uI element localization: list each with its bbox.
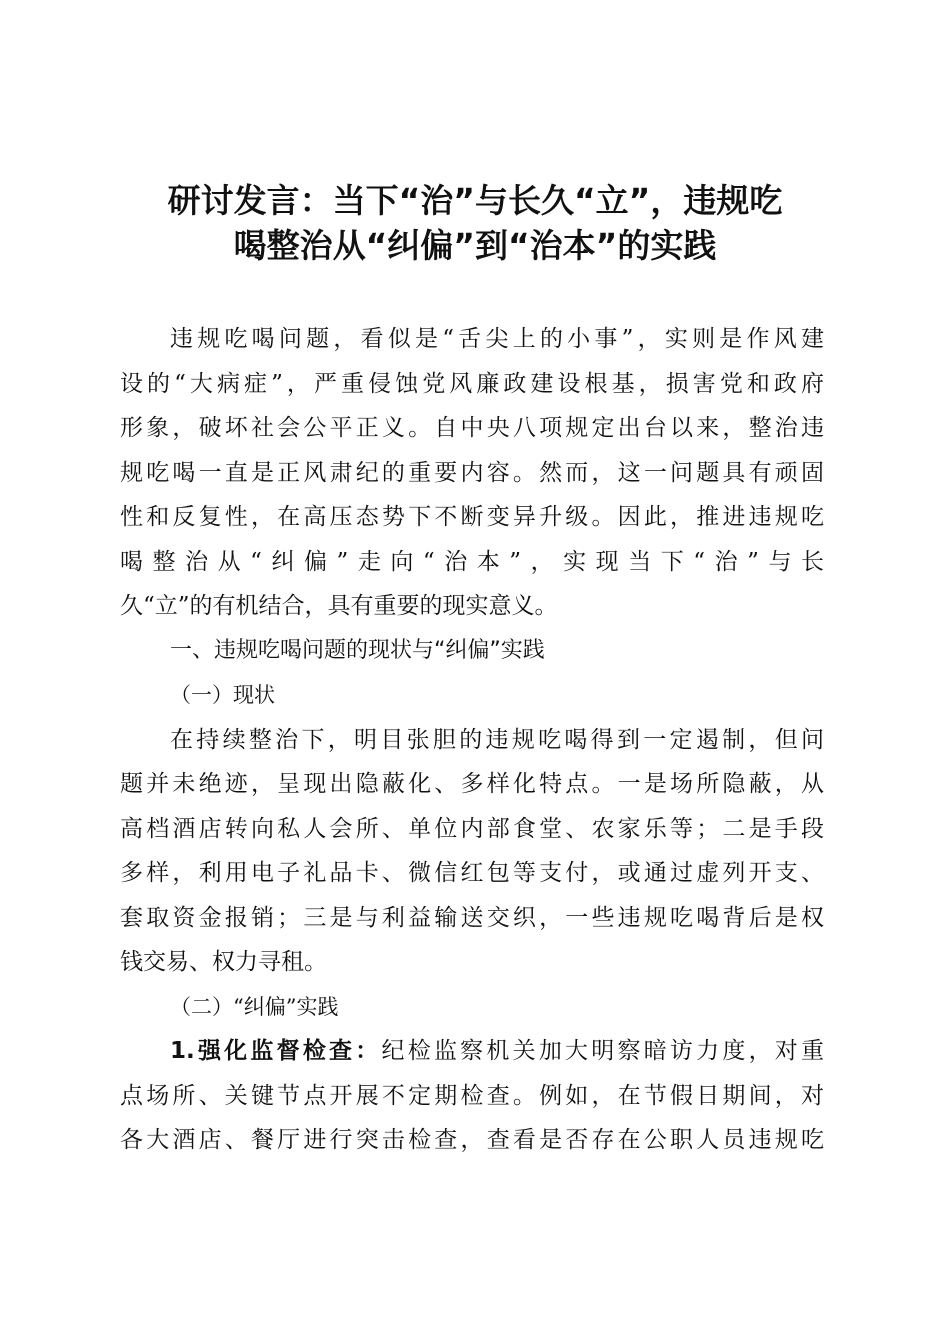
- item-lead: 1.强化监督检查：: [170, 1038, 382, 1064]
- text-line: 在持续整治下，明目张胆的违规吃喝得到一定遏制，但问: [170, 726, 824, 753]
- text-line: 各大酒店、餐厅进行突击检查，查看是否存在公职人员违规吃: [120, 1127, 824, 1153]
- title-line-2: 喝整治从“纠偏”到“治本”的实践: [233, 226, 717, 265]
- text-line: 多样，利用电子礼品卡、微信红包等支付，或通过虚列开支、: [120, 860, 824, 886]
- text-line: 久“立”的有机结合，具有重要的现实意义。: [120, 593, 558, 619]
- document-title: [110, 178, 840, 268]
- text-line: 点场所、关键节点开展不定期检查。例如，在节假日期间，对: [120, 1082, 824, 1109]
- text-line: [120, 1029, 824, 1074]
- text-line: 套取资金报销；三是与利益输送交织，一些违规吃喝背后是权: [120, 904, 824, 931]
- text-line: 高档酒店转向私人会所、单位内部食堂、农家乐等；二是手段: [120, 815, 824, 842]
- text-line: 形象，破坏社会公平正义。自中央八项规定出台以来，整治违: [120, 415, 824, 441]
- text-line: 设的“大病症”，严重侵蚀党风廉政建设根基，损害党和政府: [120, 370, 824, 397]
- text-line: 钱交易、权力寻租。: [120, 949, 327, 975]
- subsection-heading: （二）“纠偏”实践: [170, 994, 339, 1019]
- text-line: 题并未绝迹，呈现出隐蔽化、多样化特点。一是场所隐蔽，从: [120, 771, 824, 797]
- text-line: 性和反复性，在高压态势下不断变异升级。因此，推进违规吃: [120, 504, 824, 530]
- document-body: [120, 317, 824, 1163]
- subsection-heading: （一）现状: [170, 683, 275, 707]
- item-paragraph: [120, 1029, 824, 1163]
- section-heading: 一、违规吃喝问题的现状与“纠偏”实践: [170, 637, 545, 663]
- text-line: 违规吃喝问题，看似是“舌尖上的小事”，实则是作风建: [170, 326, 824, 352]
- text-line: 规吃喝一直是正风肃纪的重要内容。然而，这一问题具有顽固: [120, 459, 824, 486]
- title-line-1: 研讨发言：当下“治”与长久“立”，违规吃: [167, 181, 783, 220]
- text-line: 喝整治从“纠偏”走向“治本”，实现当下“治”与长: [120, 548, 824, 575]
- status-paragraph: [120, 718, 824, 985]
- item-text: 纪检监察机关加大明察暗访力度，对重: [381, 1038, 824, 1064]
- intro-paragraph: [120, 317, 824, 629]
